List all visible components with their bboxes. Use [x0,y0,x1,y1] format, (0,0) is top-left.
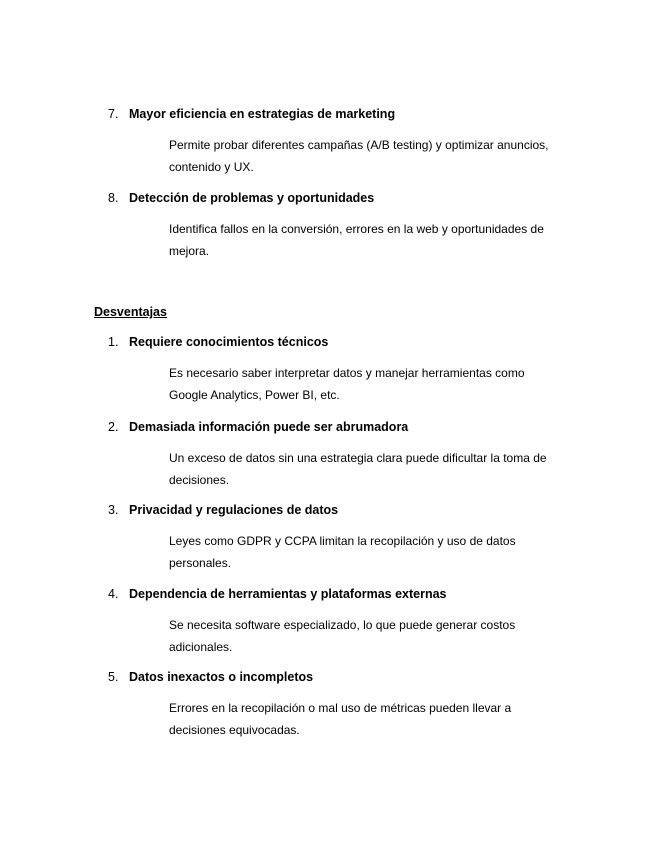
section-heading: Desventajas [94,305,167,319]
list-item-number: 2. [108,420,119,434]
list-item-number: 4. [108,587,119,601]
list-item [0,189,655,258]
list-item [0,501,655,570]
list-item-description: Un exceso de datos sin una estrategia clara puede dificultar la toma de decisiones. [169,451,547,487]
list-item-description: Se necesita software especializado, lo que puede generar costos adicionales. [169,618,516,654]
list-item-title: Datos inexactos o incompletos [129,670,314,684]
list-item-description: Es necesario saber interpretar datos y manejar herramientas como Google Analytics, Power BI, etc. [169,366,525,402]
list-item [0,585,655,654]
list-item-number: 8. [108,191,119,205]
list-item-title: Detección de problemas y oportunidades [129,191,375,205]
list-item-description: Permite probar diferentes campañas (A/B testing) y optimizar anuncios, contenido y UX. [169,138,549,174]
list-item [0,668,655,737]
list-item-description: Leyes como GDPR y CCPA limitan la recopilación y uso de datos personales. [169,534,516,570]
list-item-title: Demasiada información puede ser abrumadora [129,420,409,434]
list-item-description: Errores en la recopilación o mal uso de métricas pueden llevar a decisiones equivocadas. [169,701,512,737]
list-item-title: Dependencia de herramientas y plataformas externas [129,587,447,601]
list-item [0,333,655,402]
list-item-description: Identifica fallos en la conversión, errores en la web y oportunidades de mejora. [169,222,544,258]
list-item-title: Requiere conocimientos técnicos [129,335,329,349]
list-item [0,418,655,487]
list-item-title: Privacidad y regulaciones de datos [129,503,339,517]
list-item-number: 7. [108,107,119,121]
list-item [0,105,655,174]
list-item-title: Mayor eficiencia en estrategias de marketing [129,107,396,121]
list-item-number: 5. [108,670,119,684]
list-item-number: 1. [108,335,119,349]
list-item-number: 3. [108,503,119,517]
